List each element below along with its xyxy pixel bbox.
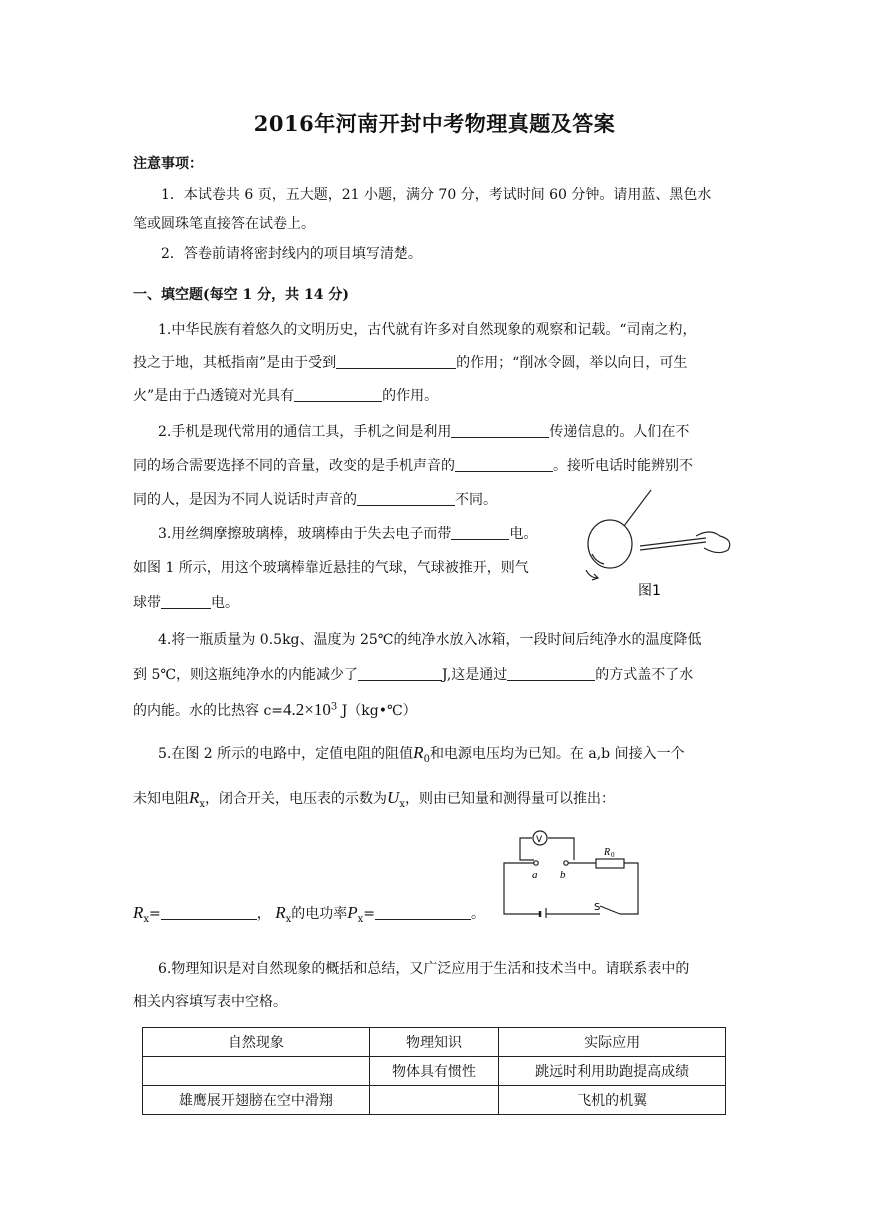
q5-text: 和电源电压均为已知。在 a,b 间接入一个 (429, 746, 685, 762)
q5-text: 的电功率 (291, 906, 348, 922)
q5-text: 5.在图 2 所示的电路中，定值电阻的阻值 (158, 746, 414, 762)
subscript-x: x (357, 913, 364, 925)
subscript-x: x (285, 913, 292, 925)
q1-text: 火”是由于凸透镜对光具有 (133, 388, 295, 404)
wire (548, 838, 574, 860)
label-switch: S (594, 902, 601, 913)
subscript-x: x (143, 913, 150, 925)
table-row (143, 1086, 726, 1115)
q1-text: 的作用；“削冰令圆，举以向日，可生 (456, 355, 688, 371)
answer-blank[interactable] (451, 423, 549, 438)
q3-line-2: 如图 1 所示，用这个玻璃棒靠近悬挂的气球，气球被推开，则气 (133, 560, 529, 576)
q1-line-2 (133, 352, 687, 372)
q4-text: 到 5℃，则这瓶纯净水的内能减少了 (133, 667, 359, 683)
answer-blank[interactable] (357, 491, 455, 506)
table-cell: 物体具有惯性 (369, 1057, 498, 1086)
q2-line-3 (133, 489, 497, 509)
q5-text: ，则由已知量和测得量可以推出： (404, 791, 615, 807)
q6-line-1: 6.物理知识是对自然现象的概括和总结，又广泛应用于生活和技术当中。请联系表中的 (158, 961, 690, 977)
page-title: 2016年河南开封中考物理真题及答案 (253, 111, 616, 136)
table-header-row (143, 1028, 726, 1057)
answer-blank[interactable] (161, 594, 211, 609)
notice-item-1-cont: 笔或圆珠笔直接答在试卷上。 (133, 216, 315, 232)
answer-blank[interactable] (455, 457, 553, 472)
label-r-subscript: 0 (611, 851, 615, 859)
table-header-cell: 物理知识 (369, 1028, 498, 1057)
notice-heading: 注意事项： (133, 156, 203, 172)
table-cell: 跳远时利用助跑提高成绩 (499, 1057, 726, 1086)
specific-heat-exponent: 3 (330, 701, 338, 713)
q2-text: 2.手机是现代常用的通信工具，手机之间是利用 (158, 424, 452, 440)
symbol-R: R (275, 903, 286, 922)
q3-text: 电。 (211, 595, 239, 611)
wire (520, 838, 534, 860)
symbol-P: P (347, 903, 358, 922)
q3-text: 球带 (133, 595, 161, 611)
figure-1-balloon-rod (578, 488, 738, 606)
q2-text: 传递信息的。人们在不 (549, 424, 690, 440)
q4-line-3 (133, 700, 417, 720)
q5-line-1 (158, 743, 685, 765)
subscript-x: x (199, 798, 206, 810)
symbol-U: U (387, 788, 400, 807)
section-heading: 一、填空题(每空 1 分，共 14 分) (133, 287, 349, 303)
table-cell-blank[interactable] (143, 1057, 370, 1086)
q1-text: 投之于地，其柢指南”是由于受到 (133, 355, 337, 371)
q6-line-2: 相关内容填写表中空格。 (133, 994, 287, 1010)
q4-line-1: 4.将一瓶质量为 0.5kg、温度为 25℃的纯净水放入冰箱，一段时间后纯净水的温度降低 (158, 632, 702, 648)
q5-text: = (149, 906, 161, 922)
symbol-R: R (189, 788, 200, 807)
answer-blank[interactable] (336, 354, 456, 369)
q5-text: ， (256, 906, 271, 922)
table-cell-blank[interactable] (369, 1086, 498, 1115)
terminal-b (564, 861, 568, 865)
q3-text: 电。 (509, 526, 538, 542)
q3-text: 3.用丝绸摩擦玻璃棒，玻璃棒由于失去电子而带 (158, 526, 452, 542)
answer-blank[interactable] (294, 387, 382, 402)
q5-text: ，闭合开关，电压表的示数为 (205, 791, 388, 807)
figure-2-circuit (500, 830, 646, 918)
table-header-cell: 自然现象 (143, 1028, 370, 1057)
q4-line-2 (133, 664, 693, 684)
q1-line-3 (133, 385, 438, 405)
q2-text: 同的场合需要选择不同的音量，改变的是手机声音的 (133, 458, 455, 474)
q3-line-3 (133, 592, 239, 612)
switch-lever (600, 906, 620, 914)
answer-blank[interactable] (375, 905, 471, 920)
table-header-cell: 实际应用 (499, 1028, 726, 1057)
q2-text: 同的人，是因为不同人说话时声音的 (133, 492, 357, 508)
balloon-highlight (592, 554, 604, 564)
notice-item-2: 2．答卷前请将密封线内的项目填写清楚。 (161, 246, 422, 262)
resistor-r0 (596, 859, 624, 868)
answer-blank[interactable] (161, 905, 257, 920)
balloon-shape (588, 520, 632, 568)
symbol-R: R (133, 903, 144, 922)
answer-blank[interactable] (358, 666, 442, 681)
q4-text: J,这是通过 (442, 667, 508, 683)
terminal-a (534, 861, 538, 865)
specific-heat-value: 4.2×10 (283, 700, 331, 719)
q4-text: 的内能。水的比热容 c= (133, 703, 284, 719)
q5-line-2 (133, 788, 615, 810)
answer-blank[interactable] (507, 666, 595, 681)
label-b: b (560, 869, 566, 881)
table-row (143, 1057, 726, 1086)
q2-line-1 (158, 421, 689, 441)
q5-text: = (363, 906, 376, 922)
q4-text: J（kg•℃） (337, 703, 417, 719)
q2-line-2 (133, 455, 693, 475)
q1-text: 的作用。 (382, 388, 439, 404)
q4-text: 的方式盖不了水 (595, 667, 694, 683)
glass-rod-edge (640, 542, 706, 550)
q5-line-3 (133, 903, 485, 925)
q6-table (142, 1027, 726, 1115)
wire (620, 863, 638, 914)
q5-text: 。 (471, 906, 486, 922)
table-cell: 雄鹰展开翅膀在空中滑翔 (143, 1086, 370, 1115)
label-r: R (604, 847, 611, 858)
table-cell: 飞机的机翼 (499, 1086, 726, 1115)
q2-text: 。接听电话时能辨别不 (553, 458, 693, 474)
label-a: a (532, 869, 538, 881)
figure-1-label: 图1 (638, 583, 661, 599)
symbol-R: R (413, 743, 424, 762)
subscript-x: x (399, 798, 405, 810)
q5-text: 未知电阻 (133, 791, 189, 807)
glass-rod (640, 538, 706, 546)
q1-line-1: 1.中华民族有着悠久的文明历史，古代就有许多对自然现象的观察和记载。“司南之杓， (158, 322, 697, 338)
notice-item-1: 1．本试卷共 6 页，五大题，21 小题，满分 70 分，考试时间 60 分钟。请用蓝、黑色水 (161, 187, 712, 203)
subscript-0: 0 (423, 753, 430, 765)
answer-blank[interactable] (451, 525, 509, 540)
q2-text: 不同。 (455, 492, 497, 508)
q3-line-1 (158, 523, 537, 543)
string-line (624, 490, 651, 526)
voltmeter-label: V (536, 835, 543, 845)
